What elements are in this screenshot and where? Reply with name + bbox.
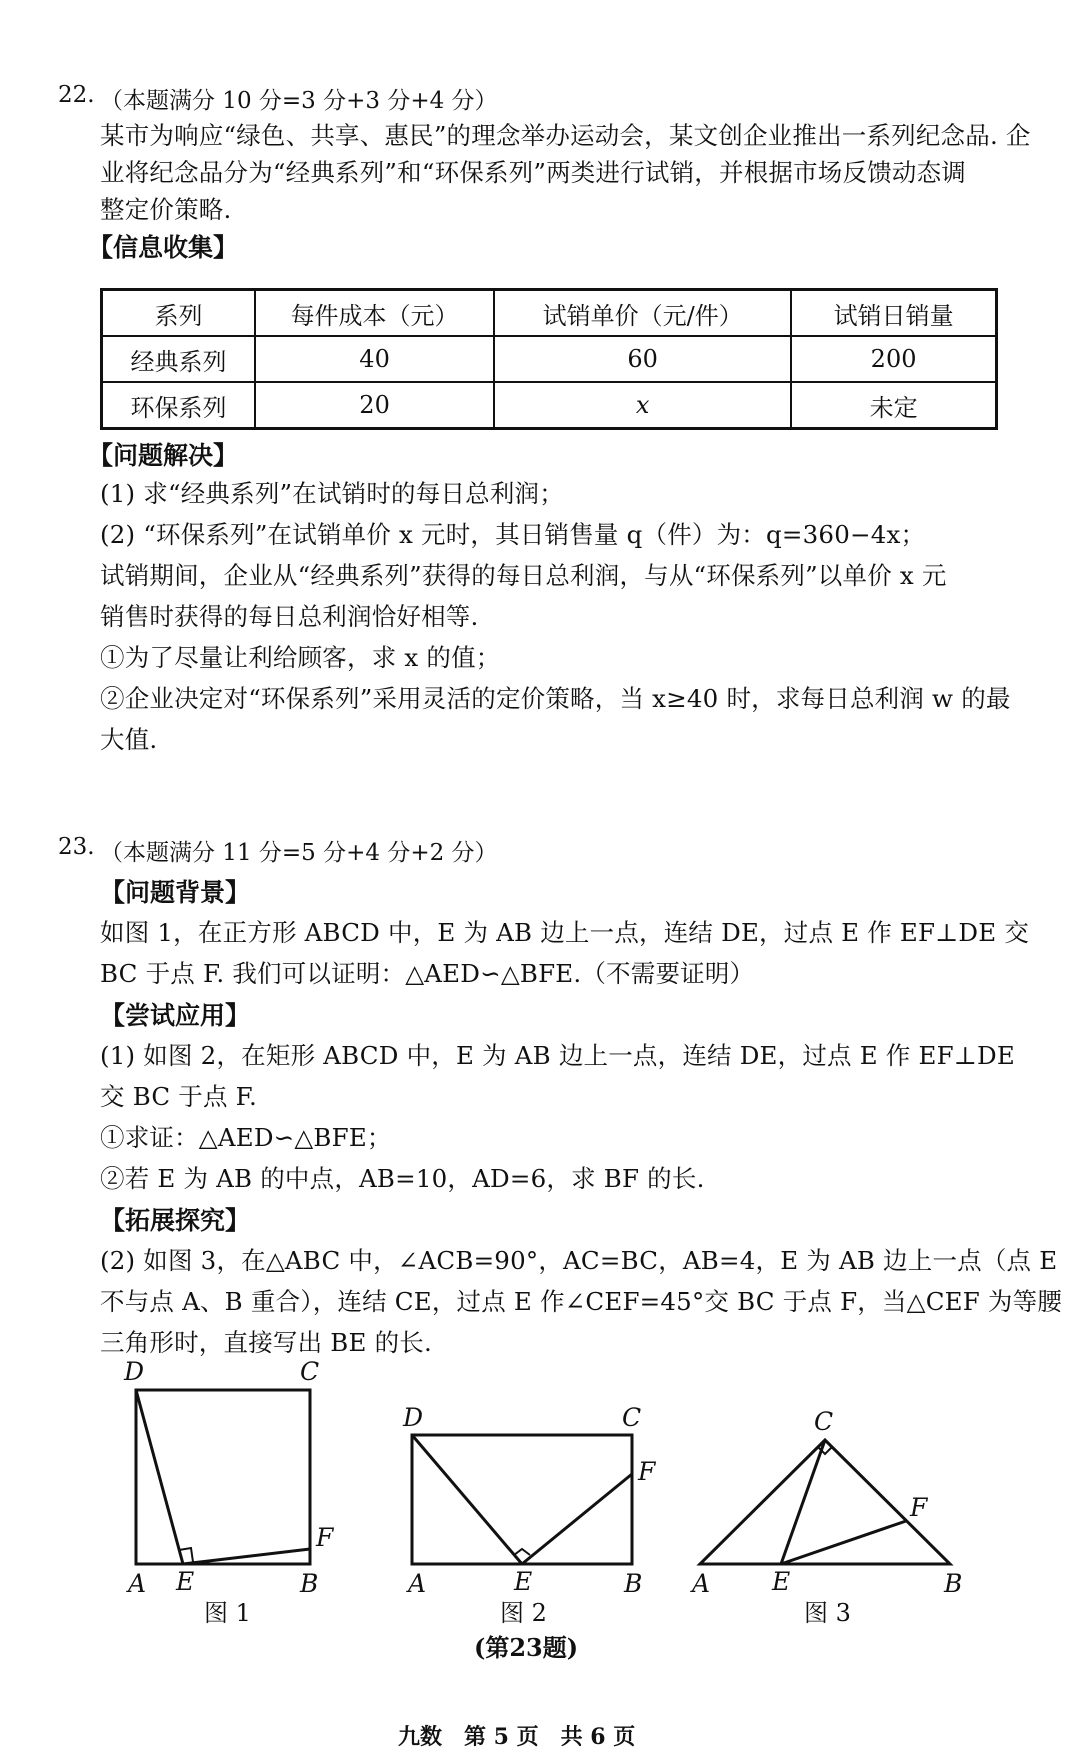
q23-extension-header: 【拓展探究】 — [100, 1206, 251, 1235]
fig1-segment-de — [136, 1390, 183, 1564]
q23-extension-line-1: (2) 如图 3，在△ABC 中，∠ACB=90°，AC=BC，AB=4，E 为 AB 边上一点（点 E — [100, 1246, 1058, 1275]
fig3-segment-ce — [781, 1440, 825, 1564]
table-cell: x — [494, 382, 791, 429]
fig2-label-b: B — [624, 1569, 643, 1598]
q22-intro-line-1: 某市为响应“绿色、共享、惠民”的理念举办运动会，某文创企业推出一系列纪念品. 企 — [100, 121, 1031, 150]
q23-background-line-1: 如图 1，在正方形 ABCD 中，E 为 AB 边上一点，连结 DE，过点 E 作 EF⊥DE 交 — [100, 918, 1030, 947]
table-header-cell: 试销日销量 — [791, 290, 996, 337]
table-cell: 200 — [791, 336, 996, 382]
fig3-segment-ef — [781, 1521, 906, 1564]
fig3-label-c: C — [814, 1407, 834, 1436]
fig2-label-c: C — [622, 1403, 642, 1432]
fig1-label-a: A — [128, 1569, 147, 1598]
fig2-caption: 图 2 — [500, 1599, 547, 1627]
fig3-label-f: F — [910, 1493, 928, 1522]
q23-extension-line-3: 三角形时，直接写出 BE 的长. — [100, 1328, 432, 1357]
fig3-label-b: B — [944, 1569, 963, 1598]
table-cell: 未定 — [791, 382, 996, 429]
table-header-cell: 试销单价（元/件） — [494, 290, 791, 337]
fig3-caption: 图 3 — [804, 1599, 851, 1627]
fig2-right-angle-mark — [514, 1549, 530, 1555]
q23-extension-line-2: 不与点 A、B 重合），连结 CE，过点 E 作∠CEF=45°交 BC 于点 F，当△CEF 为等腰 — [100, 1287, 1063, 1316]
fig1-label-f: F — [316, 1523, 334, 1552]
table-header-cell: 系列 — [102, 290, 255, 337]
q22-score: （本题满分 10 分=3 分+3 分+4 分） — [100, 88, 498, 114]
table-cell: 经典系列 — [102, 336, 255, 382]
q22-intro-line-3: 整定价策略. — [100, 195, 232, 224]
table-cell: 60 — [494, 336, 791, 382]
fig2-segment-de — [412, 1435, 522, 1564]
table-row — [102, 336, 997, 382]
q23-background-line-2: BC 于点 F. 我们可以证明：△AED∽△BFE.（不需要证明） — [100, 959, 755, 988]
fig2-label-a: A — [408, 1569, 427, 1598]
q22-part2-line-2: 试销期间，企业从“经典系列”获得的每日总利润，与从“环保系列”以单价 x 元 — [100, 561, 947, 590]
fig1-caption: 图 1 — [204, 1599, 251, 1627]
q22-part2-line-1: (2) “环保系列”在试销单价 x 元时，其日销售量 q（件）为：q=360−4x； — [100, 520, 926, 549]
fig3-label-a: A — [692, 1569, 711, 1598]
info-table — [100, 288, 998, 430]
fig1-label-e: E — [176, 1567, 195, 1596]
q22-part2-ii-line-1: ②企业决定对“环保系列”采用灵活的定价策略，当 x≥40 时，求每日总利润 w 的最 — [100, 684, 1011, 713]
q23-background-header: 【问题背景】 — [100, 878, 251, 907]
table-cell: 20 — [255, 382, 494, 429]
fig3-label-e: E — [772, 1567, 791, 1596]
q22-part2-i: ①为了尽量让利给顾客，求 x 的值； — [100, 643, 501, 672]
q23-try-ii: ②若 E 为 AB 的中点，AB=10，AD=6，求 BF 的长. — [100, 1164, 705, 1193]
q23-number: 23. — [58, 834, 95, 860]
table-cell: 40 — [255, 336, 494, 382]
fig2-label-e: E — [514, 1567, 533, 1596]
q23-try-header: 【尝试应用】 — [100, 1001, 251, 1030]
fig2-label-f: F — [638, 1457, 656, 1486]
q22-intro-line-2: 业将纪念品分为“经典系列”和“环保系列”两类进行试销，并根据市场反馈动态调 — [100, 158, 966, 187]
fig2-segment-ef — [522, 1474, 632, 1564]
figures — [0, 1350, 1080, 1690]
q22-solve-header: 【问题解决】 — [88, 441, 239, 470]
q23-try-line-1: (1) 如图 2，在矩形 ABCD 中，E 为 AB 边上一点，连结 DE，过点 E 作 EF⊥DE — [100, 1041, 1015, 1070]
q22-part1: (1) 求“经典系列”在试销时的每日总利润； — [100, 479, 564, 508]
page-footer: 九数 第 5 页 共 6 页 — [398, 1724, 636, 1750]
fig1-square — [136, 1390, 310, 1564]
q22-part2-line-3: 销售时获得的每日总利润恰好相等. — [100, 602, 479, 631]
q22-part2-ii-line-2: 大值. — [100, 725, 158, 754]
fig1-label-c: C — [300, 1357, 320, 1386]
fig1-label-b: B — [300, 1569, 319, 1598]
q23-score: （本题满分 11 分=5 分+4 分+2 分） — [100, 840, 498, 866]
q23-try-line-2: 交 BC 于点 F. — [100, 1082, 258, 1111]
fig1-label-d: D — [124, 1357, 145, 1386]
fig2-label-d: D — [403, 1403, 424, 1432]
q22-number: 22. — [58, 82, 95, 108]
table-cell: 环保系列 — [102, 382, 255, 429]
table-row — [102, 382, 997, 429]
figures-group-caption: (第23题) — [474, 1633, 579, 1662]
q22-info-header: 【信息收集】 — [88, 233, 239, 262]
fig1-segment-ef — [183, 1549, 310, 1564]
table-header-cell: 每件成本（元） — [255, 290, 494, 337]
table-header-row — [102, 290, 997, 337]
q23-try-i: ①求证：△AED∽△BFE； — [100, 1123, 392, 1152]
